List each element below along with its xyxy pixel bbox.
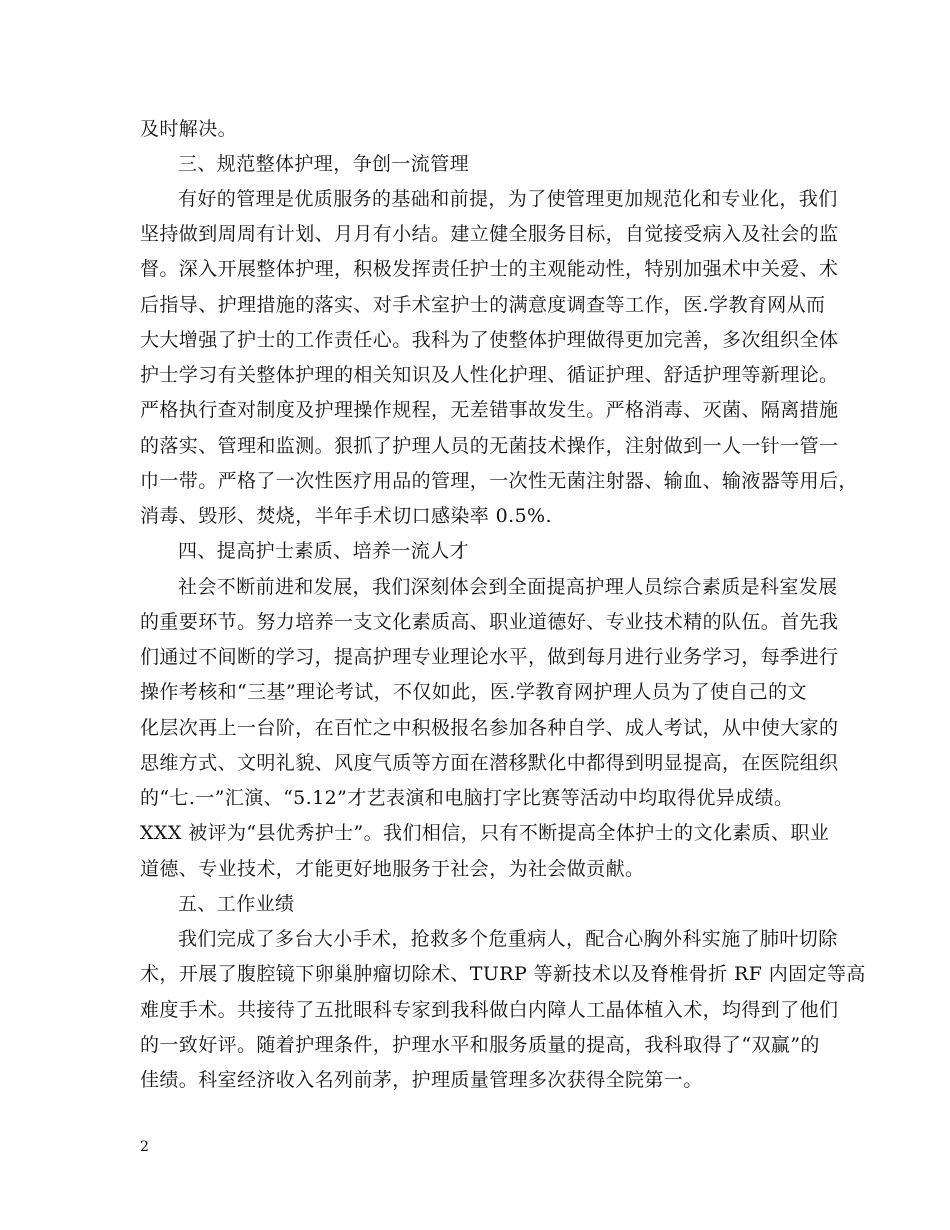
text-line: 佳绩。科室经济收入名列前茅，护理质量管理多次获得全院第一。 (140, 1069, 703, 1091)
text-line: 我们完成了多台大小手术，抢救多个危重病人，配合心胸外科实施了肺叶切除 (178, 928, 838, 950)
text-line: 的落实、管理和监测。狠抓了护理人员的无菌技术操作，注射做到一人一针一管一 (140, 435, 839, 457)
text-line: 的一致好评。随着护理条件，护理水平和服务质量的提高，我科取得了“双赢”的 (140, 1034, 820, 1056)
text-line: 术，开展了腹腔镜下卵巢肿瘤切除术、TURP 等新技术以及脊椎骨折 RF 内固定等高 (140, 963, 866, 985)
text-line: 及时解决。 (140, 118, 238, 140)
text-line: 大大增强了护士的工作责任心。我科为了使整体护理做得更加完善，多次组织全体 (140, 329, 839, 351)
section-heading: 三、规范整体护理，争创一流管理 (178, 153, 470, 175)
page-number: 2 (140, 1139, 149, 1155)
text-line: 操作考核和“三基”理论考试，不仅如此，医.学教育网护理人员为了使自己的文 (140, 681, 807, 703)
text-line: XXX 被评为“县优秀护士”。我们相信，只有不断提高全体护士的文化素质、职业 (140, 822, 830, 844)
text-line: 的重要环节。努力培养一支文化素质高、职业道德好、专业技术精的队伍。首先我 (140, 611, 839, 633)
text-line: 督。深入开展整体护理，积极发挥责任护士的主观能动性，特别加强术中关爱、术 (140, 258, 839, 280)
text-line: 的“七.一”汇演、“5.12”才艺表演和电脑打字比赛等活动中均取得优异成绩。 (140, 787, 794, 809)
text-line: 思维方式、文明礼貌、风度气质等方面在潜移默化中都得到明显提高，在医院组织 (140, 752, 839, 774)
text-line: 们通过不间断的学习，提高护理专业理论水平，做到每月进行业务学习，每季进行 (140, 646, 839, 668)
text-line: 化层次再上一台阶，在百忙之中积极报名参加各种自学、成人考试，从中使大家的 (140, 717, 839, 739)
text-line: 有好的管理是优质服务的基础和前提，为了使管理更加规范化和专业化，我们 (178, 188, 838, 210)
text-line: 严格执行查对制度及护理操作规程，无差错事故发生。严格消毒、灭菌、隔离措施 (140, 399, 839, 421)
text-line: 后指导、护理措施的落实、对手术室护士的满意度调查等工作，医.学教育网从而 (140, 294, 826, 316)
text-line: 道德、专业技术，才能更好地服务于社会，为社会做贡献。 (140, 858, 645, 880)
text-line: 护士学习有关整体护理的相关知识及人性化护理、循证护理、舒适护理等新理论。 (140, 364, 839, 386)
text-line: 社会不断前进和发展，我们深刻体会到全面提高护理人员综合素质是科室发展 (178, 576, 838, 598)
text-line: 难度手术。共接待了五批眼科专家到我科做白内障人工晶体植入术，均得到了他们 (140, 999, 839, 1021)
text-line: 坚持做到周周有计划、月月有小结。建立健全服务目标，自觉接受病入及社会的监 (140, 223, 839, 245)
section-heading: 五、工作业绩 (178, 893, 295, 915)
section-heading: 四、提高护士素质、培养一流人才 (178, 540, 470, 562)
text-line: 巾一带。严格了一次性医疗用品的管理，一次性无菌注射器、输血、输液器等用后， (140, 470, 858, 492)
text-line: 消毒、毁形、焚烧，半年手术切口感染率 0.5%. (140, 505, 552, 527)
